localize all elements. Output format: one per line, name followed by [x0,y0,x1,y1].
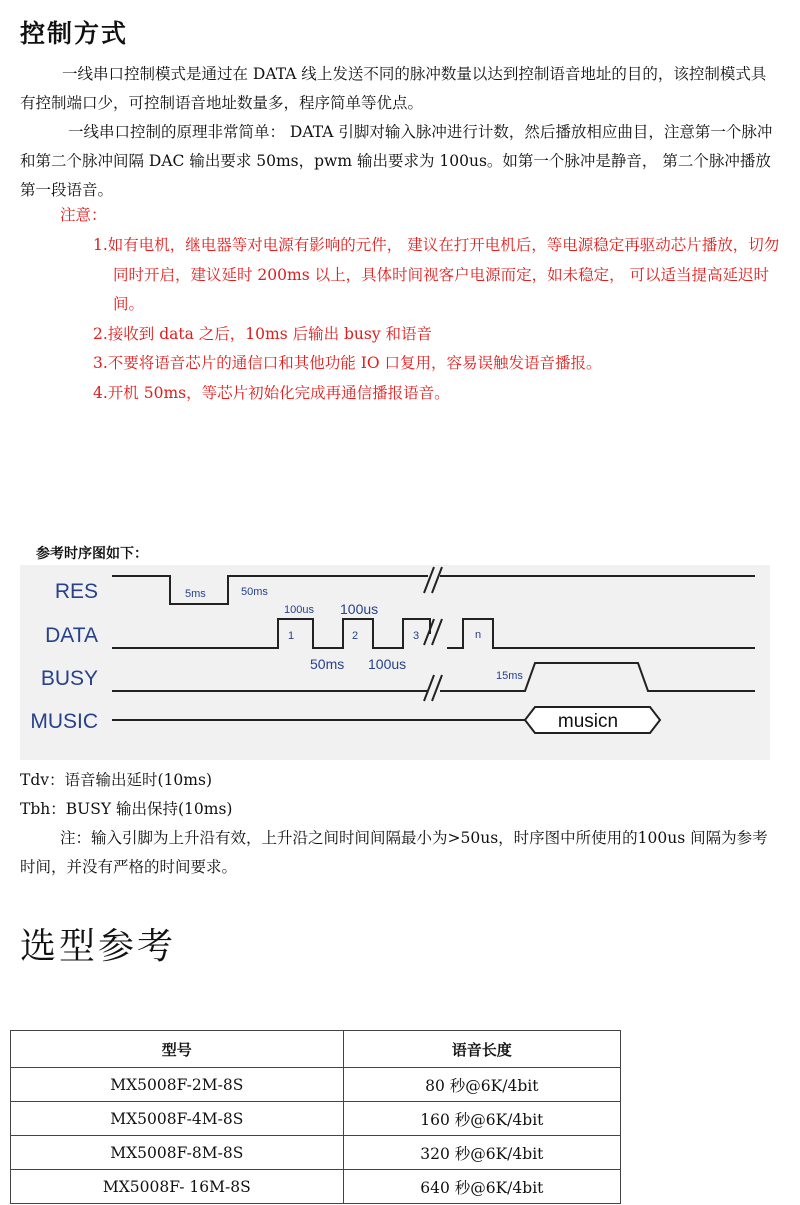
note-item: 4.开机 50ms，等芯片初始化完成再通信播报语音。 [93,383,450,402]
note-item: 1.如有电机，继电器等对电源有影响的元件， 建议在打开电机后，等电源稳定再驱动芯片播放，切勿同时开启，建议延时 200ms 以上，具体时间视客户电源而定，如未稳定， 可以适当提高延迟时间。 [93,236,780,313]
gap-label-2: 100us [368,656,407,672]
signal-label-busy: BUSY [40,667,98,690]
cell-model: MX5008F-8M-8S [11,1136,344,1170]
principle-paragraph [20,118,780,205]
note-title: 注意： [60,206,107,224]
table-row [11,1068,621,1102]
pulse-label-3: 3 [413,630,420,642]
pulse-label-n: n [475,629,482,641]
header-voice-length: 语音长度 [343,1031,620,1068]
pulse-high-label-2: 100us [340,601,379,617]
table-row [11,1170,621,1204]
cell-length: 80 秒@6K/4bit [343,1068,620,1102]
timing-caption: 参考时序图如下： [36,546,148,562]
signal-label-res: RES [54,580,98,603]
busy-delay-label: 15ms [496,670,523,682]
cell-length: 640 秒@6K/4bit [343,1170,620,1204]
timing-diagram [20,565,770,760]
intro-paragraph [20,60,780,118]
table-header-row [11,1031,621,1068]
section-title-control-mode: 控制方式 [20,19,129,48]
selection-table [10,1030,621,1204]
res-low-label: 5ms [185,588,206,600]
note-item: 3.不要将语音芯片的通信口和其他功能 IO 口复用，容易误触发语音播报。 [93,354,602,372]
notes-list [93,231,783,408]
music-label: musicn [557,711,619,732]
note-item: 2.接收到 data 之后，10ms 后输出 busy 和语音 [93,324,433,343]
pulse-high-label-1: 100us [284,604,314,616]
timing-note-text: 注：输入引脚为上升沿有效，上升沿之间时间间隔最小为>50us，时序图中所使用的100us 间隔为参考时间，并没有严格的时间要求。 [20,829,768,876]
table-row [11,1136,621,1170]
pulse-label-2: 2 [352,630,359,642]
timing-note [20,824,780,882]
tbh-line: Tbh：BUSY 输出保持(10ms) [20,800,233,818]
principle-text: 一线串口控制的原理非常简单： DATA 引脚对输入脉冲进行计数，然后播放相应曲目，注意第一个脉冲和第二个脉冲间隔 DAC 输出要求 50ms，pwm 输出要求为 100us。如第一个脉冲是静音， 第二个脉冲播放第一段语音。 [20,123,773,199]
intro-text: 一线串口控制模式是通过在 DATA 线上发送不同的脉冲数量以达到控制语音地址的目的，该控制模式具有控制端口少，可控制语音地址数量多，程序简单等优点。 [20,65,767,112]
gap-label-1: 50ms [310,656,345,672]
signal-label-music: MUSIC [30,710,98,733]
cell-length: 160 秒@6K/4bit [343,1102,620,1136]
cell-model: MX5008F- 16M-8S [11,1170,344,1204]
signal-label-data: DATA [45,624,98,647]
tdv-line: Tdv：语音输出延时(10ms) [20,771,212,789]
cell-length: 320 秒@6K/4bit [343,1136,620,1170]
table-row [11,1102,621,1136]
pulse-label-1: 1 [288,630,295,642]
section-title-selection: 选型参考 [20,926,177,967]
cell-model: MX5008F-4M-8S [11,1102,344,1136]
cell-model: MX5008F-2M-8S [11,1068,344,1102]
header-model: 型号 [11,1031,344,1068]
res-wait-label: 50ms [241,586,268,598]
